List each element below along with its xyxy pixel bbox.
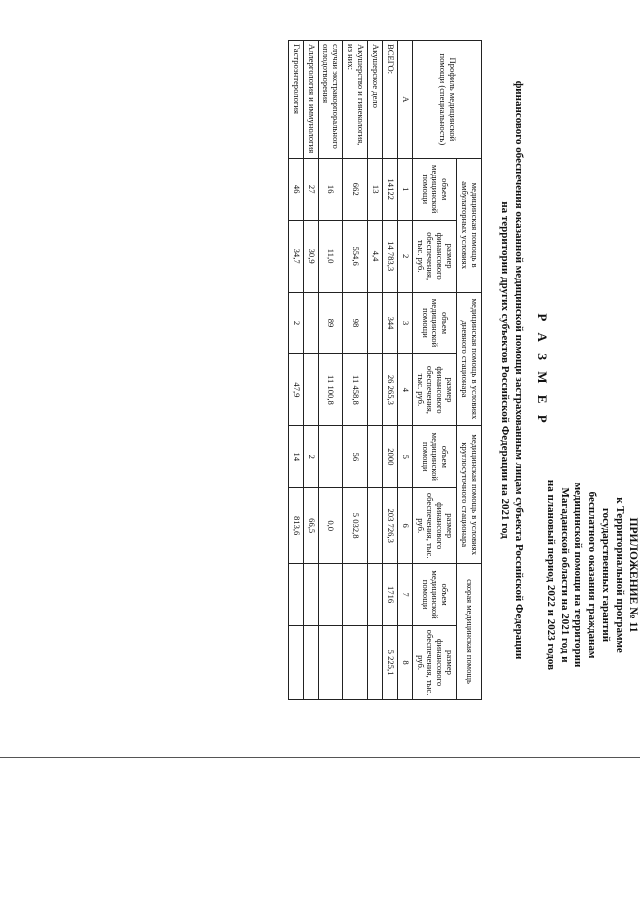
appendix-number: ПРИЛОЖЕНИЕ № 11 bbox=[627, 517, 639, 633]
cell-finance bbox=[368, 488, 383, 564]
cell-finance bbox=[368, 626, 383, 700]
landscape-content bbox=[230, 20, 640, 720]
column-number: 6 bbox=[397, 488, 412, 564]
table-row bbox=[303, 41, 318, 700]
cell-finance: 11 458,8 bbox=[343, 354, 368, 426]
cell-finance: 14 783,3 bbox=[383, 220, 398, 292]
group-header-ambulatory: медицинская помощь в амбулаторных условиях bbox=[457, 158, 482, 292]
header-row-groups bbox=[457, 41, 482, 700]
cell-volume bbox=[368, 564, 383, 626]
cell-volume bbox=[368, 426, 383, 488]
cell-volume bbox=[318, 426, 343, 488]
cell-finance bbox=[368, 354, 383, 426]
table-row bbox=[288, 41, 303, 700]
cell-volume: 14122 bbox=[383, 158, 398, 220]
cell-volume: 2 bbox=[303, 426, 318, 488]
cell-finance bbox=[288, 626, 303, 700]
cell-volume: 13 bbox=[368, 158, 383, 220]
row-label: Аллергология и иммунология bbox=[303, 41, 318, 159]
cell-finance: 47,9 bbox=[288, 354, 303, 426]
cell-volume: 14 bbox=[288, 426, 303, 488]
cell-volume: 1716 bbox=[383, 564, 398, 626]
volume-header: объем медицинской помощи bbox=[412, 292, 457, 354]
group-header-day-hospital: медицинская помощь в условиях дневного стационара bbox=[457, 292, 482, 426]
finance-table bbox=[288, 40, 482, 700]
column-number-row bbox=[397, 41, 412, 700]
table-row bbox=[343, 41, 368, 700]
row-label: ВСЕГО: bbox=[383, 41, 398, 159]
cell-finance: 30,9 bbox=[303, 220, 318, 292]
cell-finance: 11 100,8 bbox=[318, 354, 343, 426]
table-row bbox=[368, 41, 383, 700]
document-subtitle bbox=[497, 40, 526, 700]
column-number: 1 bbox=[397, 158, 412, 220]
appendix-line: Магаданской области на 2021 год и bbox=[558, 487, 571, 663]
cell-volume bbox=[303, 564, 318, 626]
cell-volume bbox=[288, 564, 303, 626]
volume-header: объем медицинской помощи bbox=[412, 564, 457, 626]
table-row bbox=[318, 41, 343, 700]
column-number: 5 bbox=[397, 426, 412, 488]
page-divider bbox=[0, 757, 640, 758]
subtitle-line: на территории других субъектов Российской Федерации на 2021 год bbox=[498, 201, 511, 539]
cell-volume: 2000 bbox=[383, 426, 398, 488]
cell-finance bbox=[303, 354, 318, 426]
column-number: 2 bbox=[397, 220, 412, 292]
cell-volume: 2 bbox=[288, 292, 303, 354]
volume-header: объем медицинской помощи bbox=[412, 426, 457, 488]
cell-volume: 27 bbox=[303, 158, 318, 220]
cell-finance bbox=[303, 626, 318, 700]
appendix-line: медицинской помощи на территории bbox=[572, 482, 585, 668]
cell-volume: 16 bbox=[318, 158, 343, 220]
cell-finance: 34,7 bbox=[288, 220, 303, 292]
cell-volume: 662 bbox=[343, 158, 368, 220]
document-title: Р А З М Е Р bbox=[535, 313, 550, 427]
cell-volume bbox=[368, 292, 383, 354]
cell-finance: 813,6 bbox=[288, 488, 303, 564]
cell-finance bbox=[318, 626, 343, 700]
cell-finance: 5 032,8 bbox=[343, 488, 368, 564]
appendix-line: на плановый период 2022 и 2023 годов bbox=[544, 479, 557, 671]
appendix-block bbox=[543, 450, 640, 700]
appendix-line: бесплатного оказания гражданам bbox=[586, 491, 599, 659]
profile-header: Профиль медицинской помощи (специальность) bbox=[412, 41, 481, 159]
subtitle-line: финансового обеспечения оказанной медицинской помощи застрахованным лицам субъекта Российской Федерации bbox=[513, 80, 525, 660]
cell-volume: 56 bbox=[343, 426, 368, 488]
finance-header: размер финансового обеспечения, тыс. руб. bbox=[412, 626, 457, 700]
cell-volume: 46 bbox=[288, 158, 303, 220]
column-number: 7 bbox=[397, 564, 412, 626]
cell-volume: 344 bbox=[383, 292, 398, 354]
cell-finance: 26 265,3 bbox=[383, 354, 398, 426]
cell-volume bbox=[303, 292, 318, 354]
cell-finance: 0,0 bbox=[318, 488, 343, 564]
finance-header: размер финансового обеспечения, тыс. руб. bbox=[412, 220, 457, 292]
cell-finance: 11,0 bbox=[318, 220, 343, 292]
volume-header: объем медицинской помощи bbox=[412, 158, 457, 220]
appendix-line: к Территориальной программе bbox=[613, 497, 626, 653]
cell-volume: 89 bbox=[318, 292, 343, 354]
group-header-inpatient: медицинская помощь в условиях круглосуточного стационара bbox=[457, 426, 482, 564]
cell-finance: 4,4 bbox=[368, 220, 383, 292]
row-label: Гастроэнтерология bbox=[288, 41, 303, 159]
column-number: 4 bbox=[397, 354, 412, 426]
finance-header: размер финансового обеспечения, тыс. руб. bbox=[412, 354, 457, 426]
table-row-total bbox=[383, 41, 398, 700]
cell-finance bbox=[343, 626, 368, 700]
column-number: А bbox=[397, 41, 412, 159]
cell-volume bbox=[318, 564, 343, 626]
row-label: Акушерское дело bbox=[368, 41, 383, 159]
cell-finance: 5 225,1 bbox=[383, 626, 398, 700]
cell-finance: 66,5 bbox=[303, 488, 318, 564]
row-label: случаи экстракорпорального оплодотворения bbox=[318, 41, 343, 159]
finance-header: размер финансового обеспечения, тыс. руб. bbox=[412, 488, 457, 564]
cell-finance: 203 726,3 bbox=[383, 488, 398, 564]
column-number: 3 bbox=[397, 292, 412, 354]
column-number: 8 bbox=[397, 626, 412, 700]
cell-finance: 554,6 bbox=[343, 220, 368, 292]
cell-volume: 98 bbox=[343, 292, 368, 354]
appendix-line: государственных гарантий bbox=[599, 507, 612, 643]
group-header-emergency: скорая медицинская помощь bbox=[457, 564, 482, 700]
cell-volume bbox=[343, 564, 368, 626]
row-label: Акушерство и гинекология, из них: bbox=[343, 41, 368, 159]
